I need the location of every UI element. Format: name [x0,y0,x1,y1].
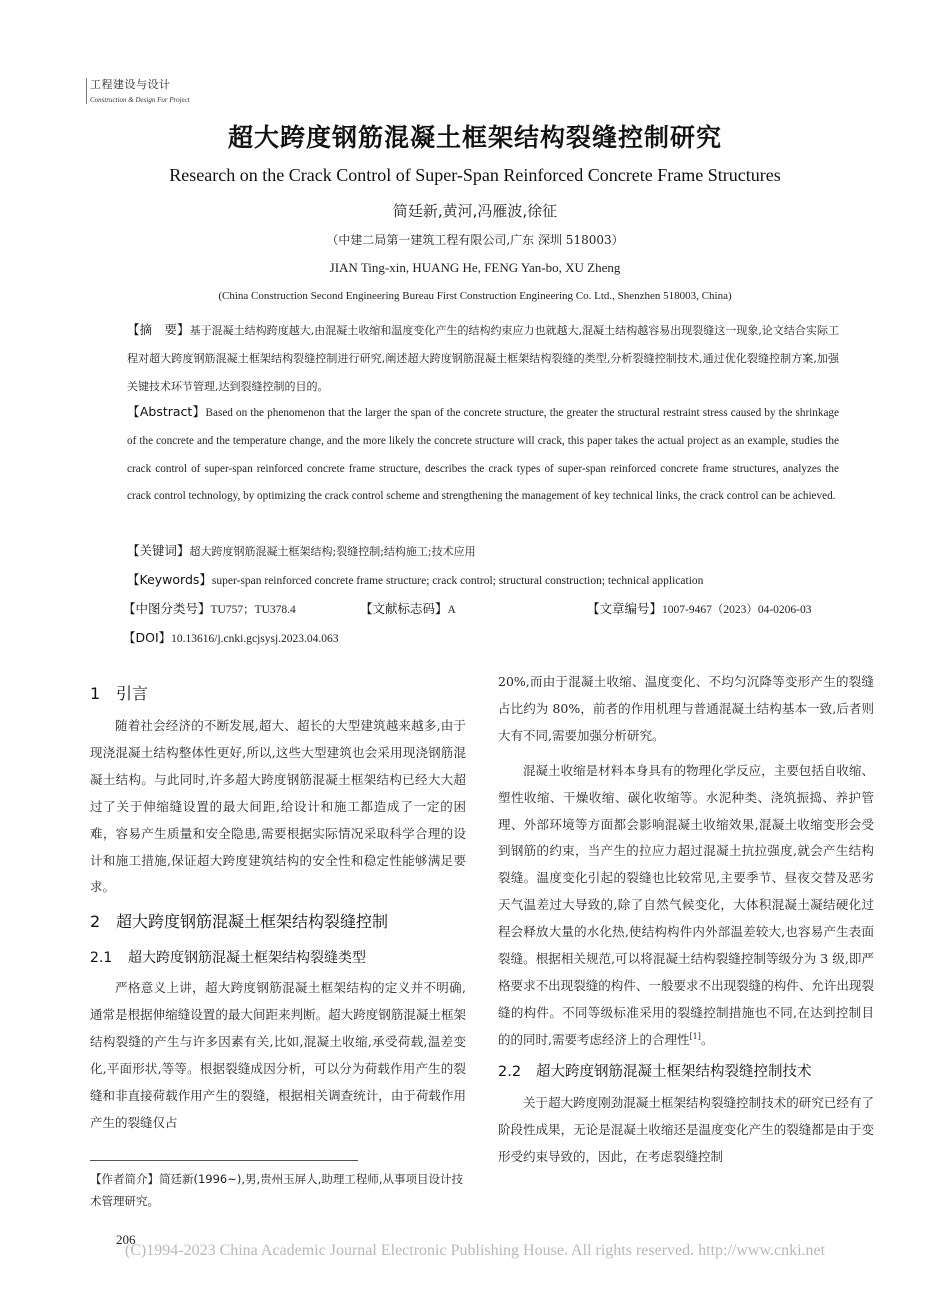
paragraph: 随着社会经济的不断发展,超大、超长的大型建筑越来越多,由于现浇混凝土结构整体性更好,所以,这些大型建筑也会采用现浇钢筋混凝土结构。与此同时,许多超大跨度钢筋混凝土框架结构已经大大超过了关于伸缩缝设置的最大间距,给设计和施工都造成了一定的困难，容易产生质量和安全隐患,需要根据实际情况采取科学合理的设计和施工措施,保证超大跨度建筑结构的安全性和稳定性能够满足要求。 [90,718,466,895]
paper-title-cn: 超大跨度钢筋混凝土框架结构裂缝控制研究 [227,123,722,152]
affiliation-cn: （中建二局第一建筑工程有限公司,广东 深圳 518003） [326,233,624,247]
section-title: 超大跨度钢筋混凝土框架结构裂缝控制 [116,912,389,932]
keywords-en-text: super-span reinforced concrete frame structure; crack control; structural construction; technical application [211,575,704,587]
section-number: 2 [90,912,101,932]
doc-code-value: A [447,604,456,616]
article-no-value: 1007-9467（2023）04-0206-03 [662,604,812,616]
abstract-cn [127,316,839,401]
subsection-title: 超大跨度钢筋混凝土框架结构裂缝类型 [128,950,366,967]
author-note-label: 【作者简介】 [90,1172,159,1186]
page-number: 206 [116,1232,136,1247]
subsection-number: 2.1 [90,950,113,967]
paragraph-end: 。 [700,1031,714,1047]
body-column-left [90,674,466,1137]
subsection-title: 超大跨度钢筋混凝土框架结构裂缝控制技术 [536,1063,812,1080]
authors-en: JIAN Ting-xin, HUANG He, FENG Yan-bo, XU Zheng [329,260,621,275]
clc-label: 【中图分类号】 [123,601,211,616]
authors-cn: 简廷新,黄河,冯雁波,徐征 [392,202,558,220]
body-column-right [498,669,874,1170]
keywords-cn-label: 【关键词】 [127,543,190,558]
citation-ref[interactable]: [1] [689,1031,701,1041]
subsection-number: 2.2 [498,1063,522,1080]
paragraph: 20%,而由于混凝土收缩、温度变化、不均匀沉降等变形产生的裂缝占比约为 80%，前者的作用机理与普通混凝土结构基本一致,后者则大有不同,需要加强分析研究。 [498,674,874,743]
author-note-text: 简廷新(1996~),男,贵州玉屏人,助理工程师,从事项目设计技术管理研究。 [90,1172,463,1208]
affiliation-en: (China Construction Second Engineering Bureau First Construction Engineering Co. Ltd., Shenzhen 518003, China) [218,290,732,302]
paper-title-en: Research on the Crack Control of Super-Span Reinforced Concrete Frame Structures [169,165,781,185]
article-no-label: 【文章编号】 [587,601,663,616]
abstract-cn-text: 基于混凝土结构跨度越大,由混凝土收缩和温度变化产生的结构约束应力也就越大,混凝土结构越容易出现裂缝这一现象,论文结合实际工程对超大跨度钢筋混凝土框架结构裂缝控制进行研究,阐述超大跨度钢筋混凝土框架结构裂缝的类型,分析裂缝控制技术,通过优化裂缝控制方案,加强关键技术环节管理,达到裂缝控制的目的。 [127,324,839,393]
subsection-heading-2-2 [498,1054,874,1090]
author-note [90,1168,466,1212]
journal-name-en: Construction & Design For Project [90,96,190,104]
paragraph-text: 混凝土收缩是材料本身具有的物理化学反应，主要包括自收缩、塑性收缩、干燥收缩、碳化收缩等。水泥种类、浇筑振捣、养护管理、外部环境等方面都会影响混凝土收缩效果,混凝土收缩变形会受到钢筋的约束，当产生的拉应力超过混凝土抗拉强度,就会产生结构裂缝。温度变化引起的裂缝也比较常见,主要季节、昼夜交替及恶劣天气温差过大导致的,除了自然气候变化，大体积混凝土凝结硬化过程会释放大量的水化热,使结构构件内外部温差较大,也容易产生表面裂缝。根据相关规范,可以将混凝土结构裂缝控制等级分为 3 级,即严格要求不出现裂缝的构件、一般要求不出现裂缝的构件、允许出现裂缝的构件。不同等级标准采用的裂缝控制措施也不同,在达到控制目的的同时,需要考虑经济上的合理性 [498,762,874,1047]
abstract-en-text: Based on the phenomenon that the larger the span of the concrete structure, the greater the structural restraint stress caused by the shrinkage of the concrete and the temperature change, and the more likely the concrete structure will crack, this paper takes the actual project as an example, studies the crack control of super-span reinforced concrete frame structure, describes the crack types of super-span reinforced concrete frame structures, analyzes the crack control technology, by optimizing the crack control scheme and strengthening the management of key technical links, the crack control can be achieved. [127,407,839,503]
section-heading-1 [90,674,466,713]
paragraph: 严格意义上讲，超大跨度钢筋混凝土框架结构的定义并不明确,通常是根据伸缩缝设置的最大间距来判断。超大跨度钢筋混凝土框架结构裂缝的产生与许多因素有关,比如,混凝土收缩,承受荷载,温差变化,平面形状,等等。根据裂缝成因分析，可以分为荷载作用产生的裂缝和非直接荷载作用产生的裂缝，根据相关调查统计，由于荷载作用产生的裂缝仅占 [90,980,466,1130]
journal-name-cn: 工程建设与设计 [90,78,171,91]
keywords-cn [127,540,839,563]
keywords-cn-text: 超大跨度钢筋混凝土框架结构;裂缝控制;结构施工;技术应用 [189,545,476,558]
document-code [360,598,456,621]
doi-value[interactable]: 10.13616/j.cnki.gcjsysj.2023.04.063 [171,633,339,645]
clc-value: TU757；TU378.4 [210,604,296,616]
clc-number [123,598,296,621]
abstract-cn-label: 【摘 要】 [127,322,190,337]
subsection-heading-2-1 [90,941,466,975]
doc-code-label: 【文献标志码】 [360,601,448,616]
section-number: 1 [90,684,101,703]
abstract-en-label: 【Abstract】 [127,404,206,419]
paragraph [498,758,874,1054]
doi-label: 【DOI】 [123,630,172,645]
copyright-watermark: (C)1994-2023 China Academic Journal Electronic Publishing House. All rights reserved. http://www.cnki.net [124,1242,826,1259]
keywords-en-label: 【Keywords】 [127,572,212,587]
paragraph: 关于超大跨度刚劲混凝土框架结构裂缝控制技术的研究已经有了阶段性成果，无论是混凝土收缩还是温度变化产生的裂缝都是由于变形受约束导致的，因此，在考虑裂缝控制 [498,1094,874,1164]
section-title: 引言 [116,684,149,703]
journal-header-rule [86,78,87,104]
journal-header [90,76,190,104]
section-heading-2 [90,902,466,941]
article-number [587,598,812,621]
abstract-en [127,398,839,511]
doi [123,627,339,650]
keywords-en [127,569,839,592]
footnote-rule [90,1160,358,1161]
